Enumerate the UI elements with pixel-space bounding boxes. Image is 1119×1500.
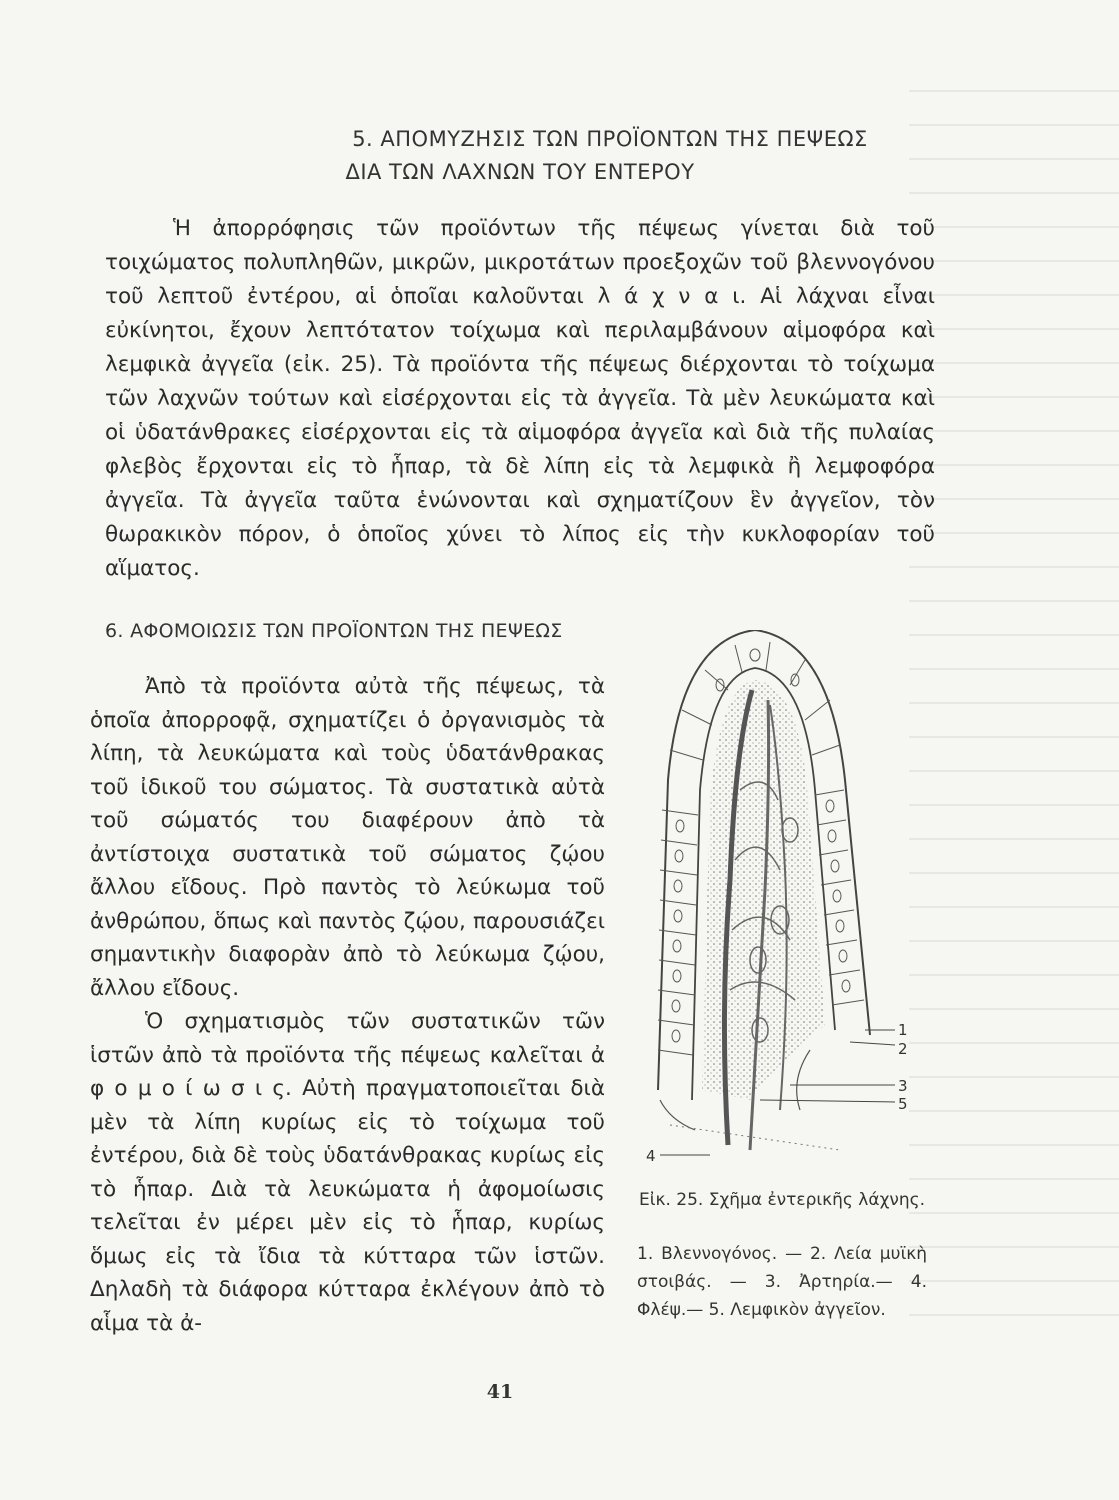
figure-label-3: 3 (898, 1077, 908, 1095)
figure-caption-legend: 1. Βλεννογόνος. — 2. Λεία μυϊκὴ στοιβάς. — 3. Ἀρτηρία.— 4. Φλέψ.— 5. Λεμφικὸν ἀγγεῖον. (637, 1244, 927, 1320)
figure-label-5: 5 (898, 1095, 908, 1113)
figure-label-2: 2 (898, 1040, 908, 1058)
page-number: 41 (486, 1381, 514, 1403)
intestinal-villus-illustration (640, 630, 940, 1170)
section-5-heading-line-1: 5. ΑΠΟΜΥΖΗΣΙΣ ΤΩΝ ΠΡΟΪΟΝΤΩΝ ΤΗΣ ΠΕΨΕΩΣ (352, 127, 868, 151)
paragraph-assimilation-2: Ὁ σχηματισμὸς τῶν συστατικῶν τῶν ἱστῶν ἀπὸ τὰ προϊόντα τῆς πέψεως καλεῖται ἀ φ ο μ ο ί ω σ ι ς. Αὐτὴ πραγματοποιεῖται διὰ μὲν τὰ λίπη κυρίως εἰς τὸ τοίχωμα τοῦ ἐντέρου, διὰ δὲ τοὺς ὑδατάνθρακας κυρίως εἰς τὸ ἧπαρ. Διὰ τὰ λευκώματα ἡ ἀφομοίωσις τελεῖται ἐν μέρει μὲν εἰς τὸ ἧπαρ, κυρίως ὅμως εἰς τὰ ἴδια τὰ κύτταρα τῶν ἱστῶν. Δηλαδὴ τὰ διάφορα κύτταρα ἐκλέγουν ἀπὸ τὸ αἷμα τὰ ἀ- (90, 1009, 605, 1336)
figure-label-4: 4 (646, 1147, 656, 1165)
figure-label-1: 1 (898, 1021, 908, 1039)
section-5-heading-line-2: ΔΙΑ ΤΩΝ ΛΑΧΝΩΝ ΤΟΥ ΕΝΤΕΡΟΥ (345, 160, 695, 184)
figure-caption-title: Εἰκ. 25. Σχῆμα ἐντερικῆς λάχνης. (638, 1190, 926, 1210)
section-6-heading: 6. ΑΦΟΜΟΙΩΣΙΣ ΤΩΝ ΠΡΟΪΟΝΤΩΝ ΤΗΣ ΠΕΨΕΩΣ (105, 620, 563, 642)
show-through-text (909, 90, 1119, 1340)
paragraph-absorption: Ἡ ἀπορρόφησις τῶν προϊόντων τῆς πέψεως γίνεται διὰ τοῦ τοιχώματος πολυπληθῶν, μικρῶν, μικροτάτων προεξοχῶν τοῦ βλεννογόνου τοῦ λεπτοῦ ἐντέρου, αἱ ὁποῖαι καλοῦνται λ ά χ ν α ι. Αἱ λάχναι εἶναι εὐκίνητοι, ἔχουν λεπτότατον τοίχωμα καὶ περιλαμβάνουν αἱμοφόρα καὶ λεμφικὰ ἀγγεῖα (εἰκ. 25). Τὰ προϊόντα τῆς πέψεως διέρχονται τὸ τοίχωμα τῶν λαχνῶν τούτων καὶ εἰσέρχονται εἰς τὰ ἀγγεῖα. Τὰ μὲν λευκώματα καὶ οἱ ὑδατάνθρακες εἰσέρχονται εἰς τὰ αἱμοφόρα ἀγγεῖα καὶ διὰ τῆς πυλαίας φλεβὸς ἔρχονται εἰς τὸ ἧπαρ, τὰ δὲ λίπη εἰς τὰ λεμφικὰ ἢ λεμφοφόρα ἀγγεῖα. Τὰ ἀγγεῖα ταῦτα ἑνώνονται καὶ σχηματίζουν ἓν ἀγγεῖον, τὸν θωρακικὸν πόρον, ὁ ὁποῖος χύνει τὸ λίπος εἰς τὴν κυκλοφορίαν τοῦ αἵματος. (105, 216, 935, 581)
paragraph-assimilation-1: Ἀπὸ τὰ προϊόντα αὐτὰ τῆς πέψεως, τὰ ὁποῖα ἀπορροφᾷ, σχηματίζει ὁ ὀργανισμὸς τὰ λίπη, τὰ λευκώματα καὶ τοὺς ὑδατάνθρακας τοῦ ἰδικοῦ του σώματος. Τὰ συστατικὰ αὐτὰ τοῦ σώματός του διαφέρουν ἀπὸ τὰ ἀντίστοιχα συστατικὰ τοῦ σώματος ζῴου ἄλλου εἴδους. Πρὸ παντὸς τὸ λεύκωμα τοῦ ἀνθρώπου, ὅπως καὶ παντὸς ζῴου, παρουσιάζει σημαντικὴν διαφορὰν ἀπὸ τὸ λεύκωμα ζῴου, ἄλλου εἴδους. (90, 674, 605, 1001)
